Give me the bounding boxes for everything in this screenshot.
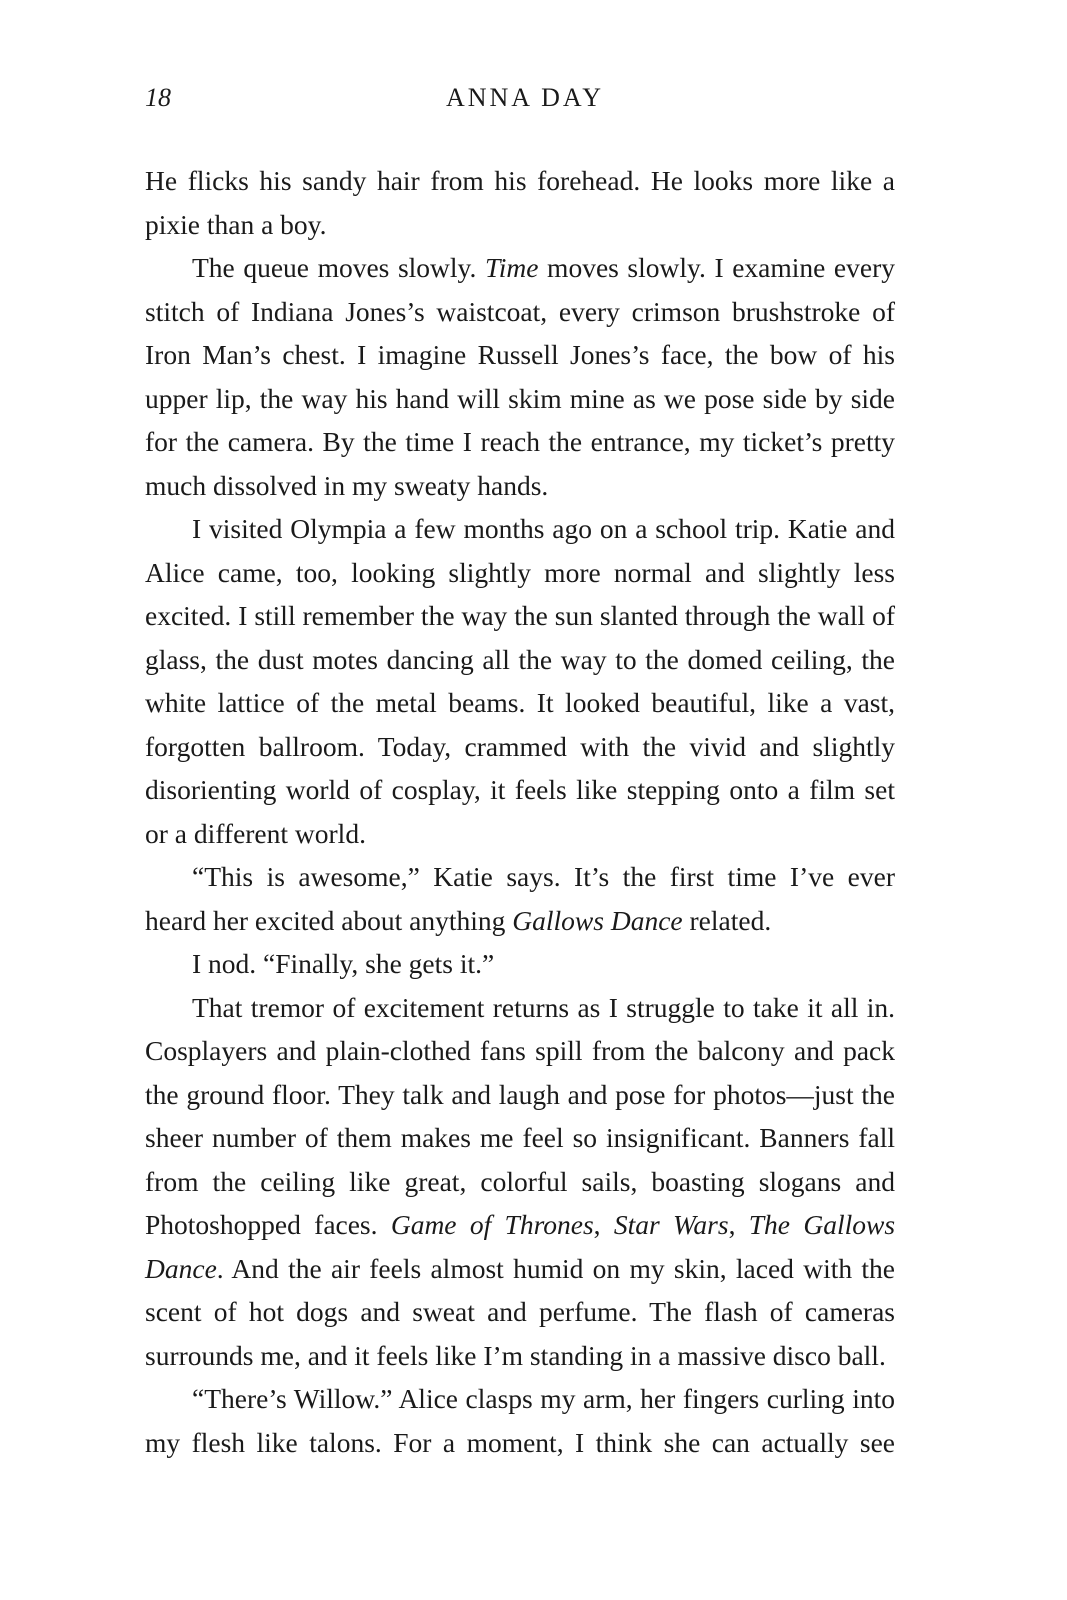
text-run: I nod. “Finally, she gets it.”: [192, 948, 495, 979]
italic-text: The Gallows Dance: [145, 1209, 896, 1284]
text-run: ,: [593, 1209, 614, 1240]
text-run: I visited Olympia a few months ago on a school trip. Katie and Alice came, too, looking slightly more normal and slightly less excited. I still remember the way the sun slanted through the wall of glass, the dust motes dancing all the way to the domed ceiling, the white lattice of the metal beams. It looked beautiful, like a vast, forgotten ballroom. Today, crammed with the vivid and slightly disorienting world of cosplay, it feels like stepping onto a film set or a different world.: [145, 513, 895, 849]
text-run: That tremor of excitement returns as I struggle to take it all in. Cosplayers and plain-clothed fans spill from the balcony and pack the ground floor. They talk and laugh and pose for photos—just the sheer number of them makes me feel so insignificant. Banners fall from the ceiling like great, colorful sails, boasting slogans and Photoshopped faces.: [145, 991, 895, 1240]
paragraph: [145, 159, 895, 246]
text-run: The queue moves slowly.: [192, 252, 485, 283]
italic-text: Gallows Dance: [512, 904, 683, 936]
paragraph: [145, 855, 895, 942]
text-run: “This is awesome,” Katie says. It’s the first time I’ve ever heard her excited about anything: [145, 861, 895, 936]
italic-text: Star Wars: [613, 1209, 729, 1240]
paragraph: [145, 507, 895, 855]
italic-text: Time: [484, 252, 539, 283]
italic-text: Game of Thrones: [390, 1209, 594, 1240]
paragraph: [145, 942, 895, 986]
text-run: ,: [728, 1209, 749, 1240]
text-run: He flicks his sandy hair from his forehead. He looks more like a pixie than a boy.: [145, 165, 895, 240]
paragraph: [145, 246, 895, 507]
page-number: 18: [145, 83, 171, 112]
text-run: “There’s Willow.” Alice clasps my arm, her fingers curling into my flesh like talons. For a moment, I think she can actually see: [145, 1383, 895, 1458]
running-head-author: ANNA DAY: [445, 83, 605, 112]
text-run: related.: [682, 904, 772, 936]
paragraph: [145, 986, 895, 1378]
text-run: moves slowly. I examine every stitch of Indiana Jones’s waistcoat, every crimson brushstroke of Iron Man’s chest. I imagine Russell Jones’s face, the bow of his upper lip, the way his hand will skim mine as we pose side by side for the camera. By the time I reach the entrance, my ticket’s pretty much dissolved in my sweaty hands.: [145, 252, 895, 501]
running-head: [145, 80, 905, 116]
text-run: . And the air feels almost humid on my skin, laced with the scent of hot dogs and sweat and perfume. The flash of cameras surrounds me, and it feels like I’m standing in a massive disco ball.: [145, 1252, 895, 1371]
body-text: [145, 159, 895, 1464]
paragraph: [145, 1377, 895, 1464]
